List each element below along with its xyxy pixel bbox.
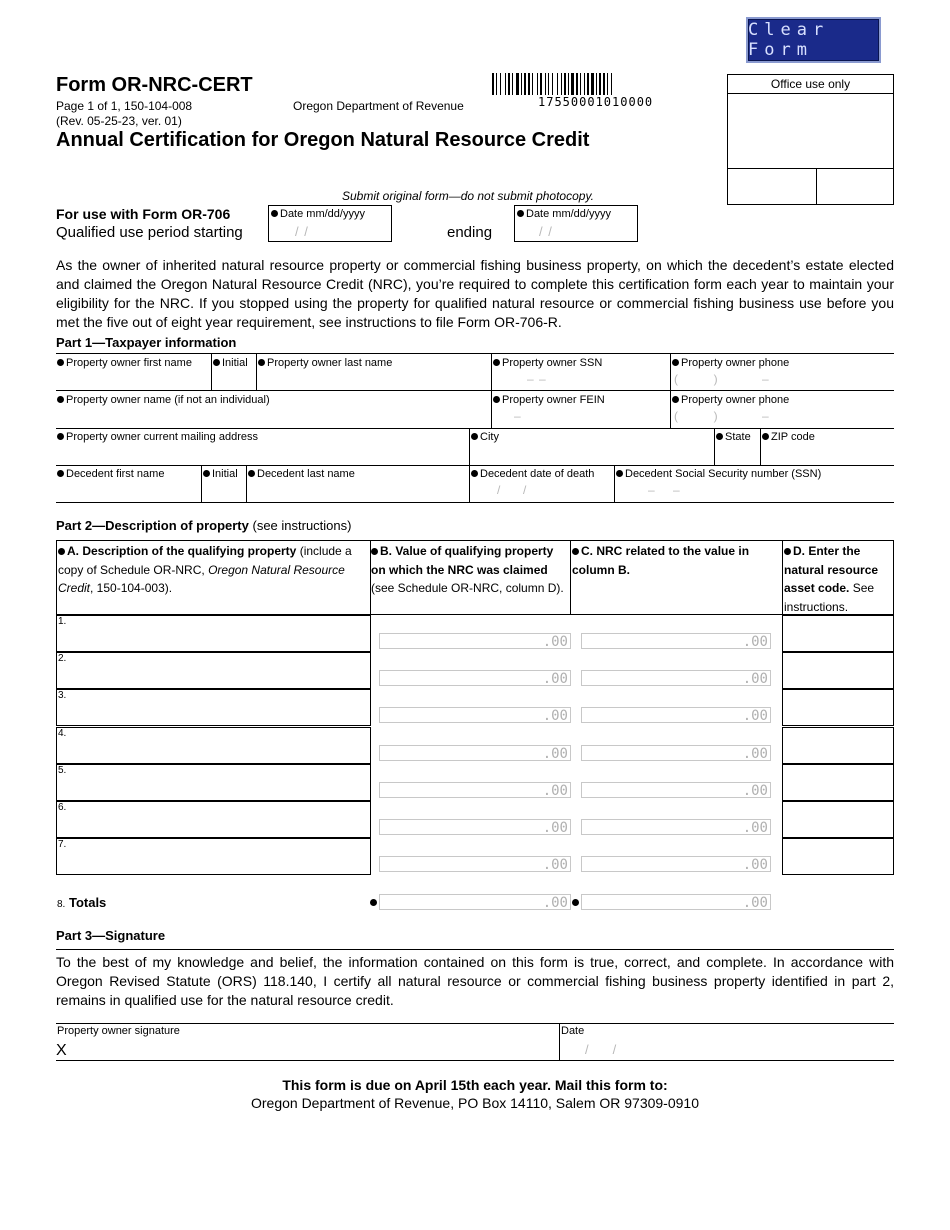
barcode-bar	[552, 73, 553, 95]
barcode-bar	[512, 73, 513, 95]
signature-x: X	[56, 1042, 67, 1059]
ending-label: ending	[447, 224, 493, 241]
row-2-value-b[interactable]: .00	[379, 670, 571, 686]
end-date-label: Date mm/dd/yyyy	[526, 208, 611, 220]
barcode-bar	[545, 73, 546, 95]
row-4-asset-code[interactable]	[782, 727, 894, 764]
barcode-bar	[508, 73, 510, 95]
office-use-box	[727, 74, 894, 205]
zip-label: ZIP code	[771, 431, 815, 443]
part2-heading: Part 2—Description of property (see instructions)	[56, 518, 352, 533]
row-1-asset-code[interactable]	[782, 615, 894, 652]
colC-text: C. NRC related to the value in column B.	[572, 544, 750, 577]
totals-bullet-b	[370, 899, 377, 906]
owner-fein-field[interactable]	[493, 394, 605, 407]
barcode-bar	[599, 73, 601, 95]
owner-phone2-field[interactable]	[672, 394, 789, 407]
row-number: 7.	[58, 839, 67, 850]
barcode-bar	[492, 73, 494, 95]
starting-label: Qualified use period starting	[56, 224, 243, 241]
barcode-bar	[568, 73, 569, 95]
row-2-nrc-c[interactable]: .00	[581, 670, 771, 686]
owner-name-nonind-label: Property owner name (if not an individual)	[66, 394, 270, 406]
row-number: 5.	[58, 765, 67, 776]
row-5-nrc-c[interactable]: .00	[581, 782, 771, 798]
row-5-value-b[interactable]: .00	[379, 782, 571, 798]
barcode-bar	[564, 73, 566, 95]
city-label: City	[480, 431, 499, 443]
row-6-value-b[interactable]: .00	[379, 819, 571, 835]
start-date-label: Date mm/dd/yyyy	[280, 208, 365, 220]
owner-phone-field[interactable]	[672, 357, 789, 370]
decedent-initial-field[interactable]	[203, 468, 238, 481]
owner-phone2-label: Property owner phone	[681, 394, 790, 406]
row-3-value-b[interactable]: .00	[379, 707, 571, 723]
colD-text: D. Enter the natural resource asset code. See instructions.	[784, 544, 879, 614]
agency: Oregon Department of Revenue	[293, 99, 464, 113]
barcode-bar	[603, 73, 605, 95]
state-label: State	[725, 431, 751, 443]
owner-first-field[interactable]	[57, 357, 192, 370]
page-info: Page 1 of 1, 150-104-008	[56, 99, 193, 113]
row-4-description[interactable]	[56, 727, 371, 764]
barcode-bar	[532, 73, 533, 95]
barcode-bar	[505, 73, 506, 95]
form-title: Annual Certification for Oregon Natural Resource Credit	[56, 129, 590, 151]
decedent-ssn-field[interactable]	[616, 468, 821, 481]
total-nrc-c[interactable]: .00	[581, 894, 771, 910]
owner-ssn-mask: – –	[527, 372, 547, 386]
end-date-mask: / /	[539, 224, 553, 239]
owner-phone-mask: ( ) –	[674, 372, 770, 386]
decedent-last-field[interactable]	[248, 468, 355, 481]
row-4-nrc-c[interactable]: .00	[581, 745, 771, 761]
barcode-bar	[496, 73, 497, 95]
row-3-description[interactable]	[56, 689, 371, 726]
barcode-bar	[557, 73, 558, 95]
mailing-address-label: Property owner current mailing address	[66, 431, 258, 443]
decedent-dod-mask: / /	[497, 483, 528, 497]
end-date-field[interactable]	[514, 205, 638, 242]
owner-last-field[interactable]	[258, 357, 392, 370]
row-number: 4.	[58, 728, 67, 739]
barcode-bar	[516, 73, 519, 95]
owner-initial-label: Initial	[222, 357, 248, 369]
decedent-first-label: Decedent first name	[66, 468, 165, 480]
barcode-bar	[587, 73, 589, 95]
decedent-ssn-mask: – –	[648, 483, 681, 497]
owner-name-nonind-field[interactable]	[57, 394, 270, 407]
owner-fein-mask: –	[514, 409, 522, 423]
city-field[interactable]	[471, 431, 499, 444]
barcode-bar	[540, 73, 542, 95]
mailing-address: Oregon Department of Revenue, PO Box 14110, Salem OR 97309-0910	[250, 1095, 699, 1111]
owner-ssn-field[interactable]	[493, 357, 602, 370]
clear-form-button[interactable]: Clear Form	[746, 17, 881, 63]
row-6-description[interactable]	[56, 801, 371, 838]
row-4-value-b[interactable]: .00	[379, 745, 571, 761]
zip-field[interactable]	[762, 431, 815, 444]
barcode-bar	[591, 73, 594, 95]
totals-bullet-c	[572, 899, 579, 906]
row-number: 2.	[58, 653, 67, 664]
barcode-bar	[576, 73, 578, 95]
owner-phone-label: Property owner phone	[681, 357, 790, 369]
decedent-last-label: Decedent last name	[257, 468, 355, 480]
row-2-description[interactable]	[56, 652, 371, 689]
row-5-description[interactable]	[56, 764, 371, 801]
barcode-number: 17550001010000	[538, 95, 654, 109]
revision: (Rev. 05-25-23, ver. 01)	[56, 114, 182, 128]
form-id: Form OR-NRC-CERT	[56, 74, 253, 96]
row-2-asset-code[interactable]	[782, 652, 894, 689]
row-number: 1.	[58, 616, 67, 627]
barcode-bar	[580, 73, 581, 95]
decedent-dod-field[interactable]	[471, 468, 594, 481]
row-7-nrc-c[interactable]: .00	[581, 856, 771, 872]
row-7-description[interactable]	[56, 838, 371, 875]
barcode	[492, 73, 704, 97]
decedent-first-field[interactable]	[57, 468, 164, 481]
owner-phone2-mask: ( ) –	[674, 409, 770, 423]
colB-text: B. Value of qualifying property on which the NRC was claimed (see Schedule OR-NRC, column D).	[371, 544, 564, 595]
barcode-bar	[584, 73, 585, 95]
barcode-bar	[596, 73, 597, 95]
intro-paragraph: As the owner of inherited natural resource property or commercial fishing business property, on which the decedent’s estate elected and claimed the Oregon Natural Resource Credit (NRC), you’re required to complete this certification form each year to maintain your eligibility for the NRC. If you stopped using the property for qualified natural resource or commercial fishing business use before you met the five out of eight year requirement, see instructions to file Form OR-706-R.	[56, 257, 894, 330]
row-3-nrc-c[interactable]: .00	[581, 707, 771, 723]
office-use-label: Office use only	[728, 75, 893, 94]
barcode-bar	[537, 73, 538, 95]
barcode-bar	[607, 73, 608, 95]
row-1-description[interactable]	[56, 615, 371, 652]
row-7-asset-code[interactable]	[782, 838, 894, 875]
barcode-bar	[524, 73, 526, 95]
barcode-bar	[548, 73, 549, 95]
row-5-asset-code[interactable]	[782, 764, 894, 801]
start-date-field[interactable]	[268, 205, 392, 242]
row-number: 6.	[58, 802, 67, 813]
signature-date-field[interactable]: / /	[585, 1042, 618, 1057]
owner-ssn-label: Property owner SSN	[502, 357, 603, 369]
decedent-ssn-label: Decedent Social Security number (SSN)	[625, 468, 822, 480]
row-number: 3.	[58, 690, 67, 701]
row-6-asset-code[interactable]	[782, 801, 894, 838]
decedent-dod-label: Decedent date of death	[480, 468, 595, 480]
barcode-bar	[561, 73, 562, 95]
row-1-nrc-c[interactable]: .00	[581, 633, 771, 649]
totals-label: 8. Totals	[57, 895, 107, 910]
submit-note: Submit original form—do not submit photocopy.	[342, 189, 594, 203]
row-7-value-b[interactable]: .00	[379, 856, 571, 872]
owner-first-label: Property owner first name	[66, 357, 192, 369]
barcode-bar	[521, 73, 522, 95]
signature-field[interactable]	[70, 1038, 556, 1058]
row-6-nrc-c[interactable]: .00	[581, 819, 771, 835]
owner-last-label: Property owner last name	[267, 357, 393, 369]
owner-initial-field[interactable]	[213, 357, 248, 370]
decedent-initial-label: Initial	[212, 468, 238, 480]
colA-text: A. Description of the qualifying property (include a copy of Schedule OR-NRC, Oregon Natural Resource Credit, 150-104-003).	[58, 544, 352, 595]
signature-date-label: Date	[561, 1025, 585, 1037]
row-1-value-b[interactable]: .00	[379, 633, 571, 649]
part3-heading: Part 3—Signature	[56, 928, 166, 943]
signature-label: Property owner signature	[57, 1025, 180, 1037]
for-use-label: For use with Form OR-706	[56, 206, 231, 222]
total-value-b[interactable]: .00	[379, 894, 571, 910]
barcode-bar	[571, 73, 574, 95]
due-note: This form is due on April 15th each year. Mail this form to:	[282, 1077, 668, 1093]
mailing-address-field[interactable]	[57, 431, 258, 444]
barcode-bar	[528, 73, 530, 95]
start-date-mask: / /	[295, 224, 309, 239]
certification-statement: To the best of my knowledge and belief, the information contained on this form is true, correct, and complete. In accordance with Oregon Revised Statute (ORS) 118.140, I certify all natural resource or commercial fishing business property identified in part 2, remains in qualified use for the natural resource credit.	[56, 954, 894, 1008]
row-3-asset-code[interactable]	[782, 689, 894, 726]
state-field[interactable]	[716, 431, 751, 444]
barcode-bar	[500, 73, 501, 95]
owner-fein-label: Property owner FEIN	[502, 394, 605, 406]
part1-heading: Part 1—Taxpayer information	[56, 335, 237, 350]
barcode-bar	[611, 73, 612, 95]
